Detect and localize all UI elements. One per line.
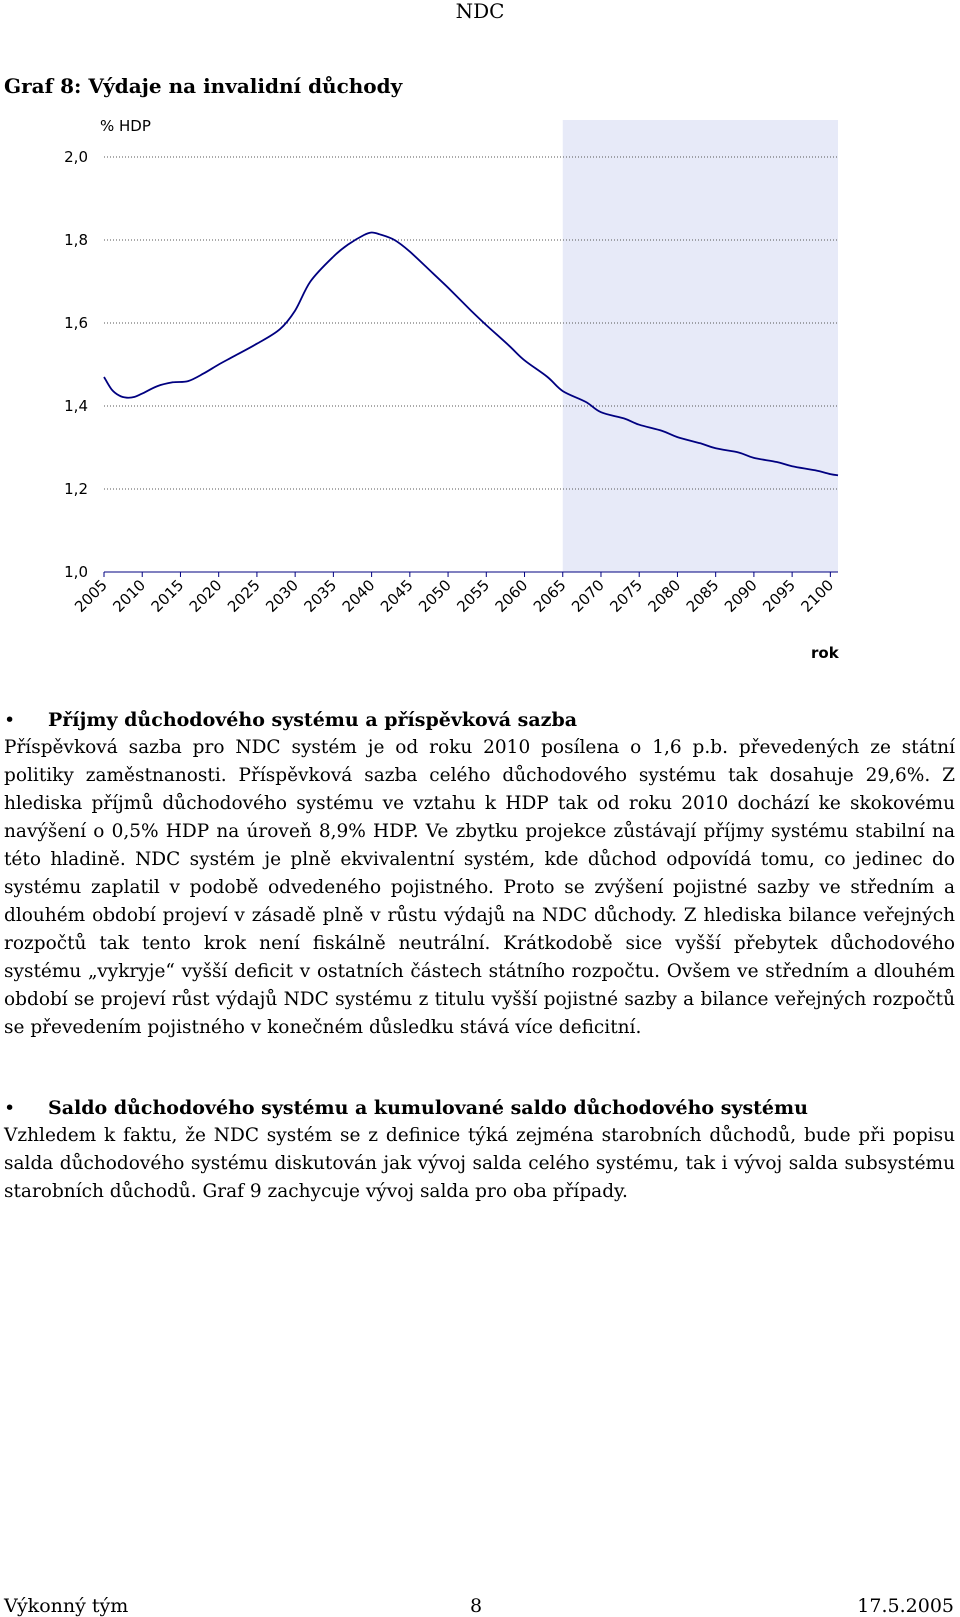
projection-shaded-region: [563, 120, 838, 572]
y-tick-label: 1,0: [64, 563, 88, 581]
x-tick-label: 2045: [376, 576, 417, 616]
footer-team: Výkonný tým: [4, 1595, 129, 1617]
x-tick-label: 2080: [644, 576, 685, 616]
x-tick-label: 2030: [262, 576, 302, 616]
x-tick-label: 2090: [720, 576, 761, 616]
x-tick-label: 2085: [682, 576, 723, 616]
y-tick-label: 1,8: [64, 231, 88, 249]
y-tick-label: 1,2: [64, 480, 88, 498]
y-tick-label: 1,6: [64, 314, 88, 332]
x-tick-label: 2015: [147, 576, 188, 616]
x-tick-label: 2025: [224, 576, 264, 616]
x-tick-label: 2095: [759, 576, 799, 616]
x-tick-label: 2020: [185, 576, 226, 616]
y-axis-ticks: [64, 148, 88, 581]
footer-page-number: 8: [470, 1595, 483, 1617]
x-tick-label: 2050: [415, 576, 455, 616]
y-tick-label: 1,4: [64, 397, 88, 415]
x-tick-label: 2035: [300, 576, 341, 616]
section-heading-balance: [4, 1094, 955, 1122]
expenditure-line-chart: [0, 110, 880, 670]
x-tick-label: 2065: [529, 576, 570, 616]
page-header: NDC: [455, 0, 505, 23]
x-tick-label: 2075: [606, 576, 647, 616]
heading-text: Příjmy důchodového systému a příspěvková sazba: [48, 709, 578, 731]
x-tick-label: 2070: [568, 576, 608, 616]
section-balance: [4, 1094, 955, 1206]
y-tick-label: 2,0: [64, 148, 88, 166]
x-tick-label: 2060: [491, 576, 532, 616]
x-tick-label: 2100: [797, 576, 838, 616]
heading-text: Saldo důchodového systému a kumulované saldo důchodového systému: [48, 1097, 808, 1119]
graph-title: Graf 8: Výdaje na invalidní důchody: [4, 74, 403, 98]
section-income: [4, 706, 955, 1042]
paragraph-income: Příspěvková sazba pro NDC systém je od roku 2010 posílena o 1,6 p.b. převedených ze státní politiky zaměstnanosti. Příspěvková sazba celého důchodového systému tak dosahuje 29,6%. Z hlediska příjmů důchodového systému ve vztahu k HDP tak od roku 2010 dochází ke skokovému navýšení o 0,5% HDP na úroveň 8,9% HDP. Ve zbytku projekce zůstávají příjmy systému stabilní na této hladině. NDC systém je plně ekvivalentní systém, kde důchod odpovídá tomu, co jedinec do systému zaplatil v podobě odvedeného pojistného. Proto se zvýšení pojistné sazby ve středním a dlouhém období projeví v zásadě plně v růstu výdajů na NDC důchody. Z hlediska bilance veřejných rozpočtů tak tento krok není fiskálně neutrální. Krátkodobě sice vyšší přebytek důchodového systému „vykryje“ vyšší deficit v ostatních částech státního rozpočtu. Ovšem ve středním a dlouhém období se projeví růst výdajů NDC systému z titulu vyšší pojistné sazby a bilance veřejných rozpočtů se převedením pojistného v konečném důsledku stává více deficitní.: [4, 737, 955, 1038]
x-tick-label: 2010: [109, 576, 150, 616]
x-tick-label: 2005: [71, 576, 111, 616]
bullet-icon: •: [4, 1097, 16, 1119]
footer-date: 17.5.2005: [857, 1595, 954, 1617]
x-axis-label: rok: [811, 644, 839, 662]
x-tick-label: 2040: [338, 576, 379, 616]
paragraph-balance: Vzhledem k faktu, že NDC systém se z definice týká zejména starobních důchodů, bude při popisu salda důchodového systému diskutován jak vývoj salda celého systému, tak i vývoj salda subsystému starobních důchodů. Graf 9 zachycuje vývoj salda pro oba případy.: [4, 1125, 955, 1202]
x-tick-label: 2055: [453, 576, 494, 616]
bullet-icon: •: [4, 709, 16, 731]
section-heading-income: [4, 706, 955, 734]
x-axis-ticks: [71, 572, 837, 616]
y-axis-label: % HDP: [100, 117, 151, 135]
